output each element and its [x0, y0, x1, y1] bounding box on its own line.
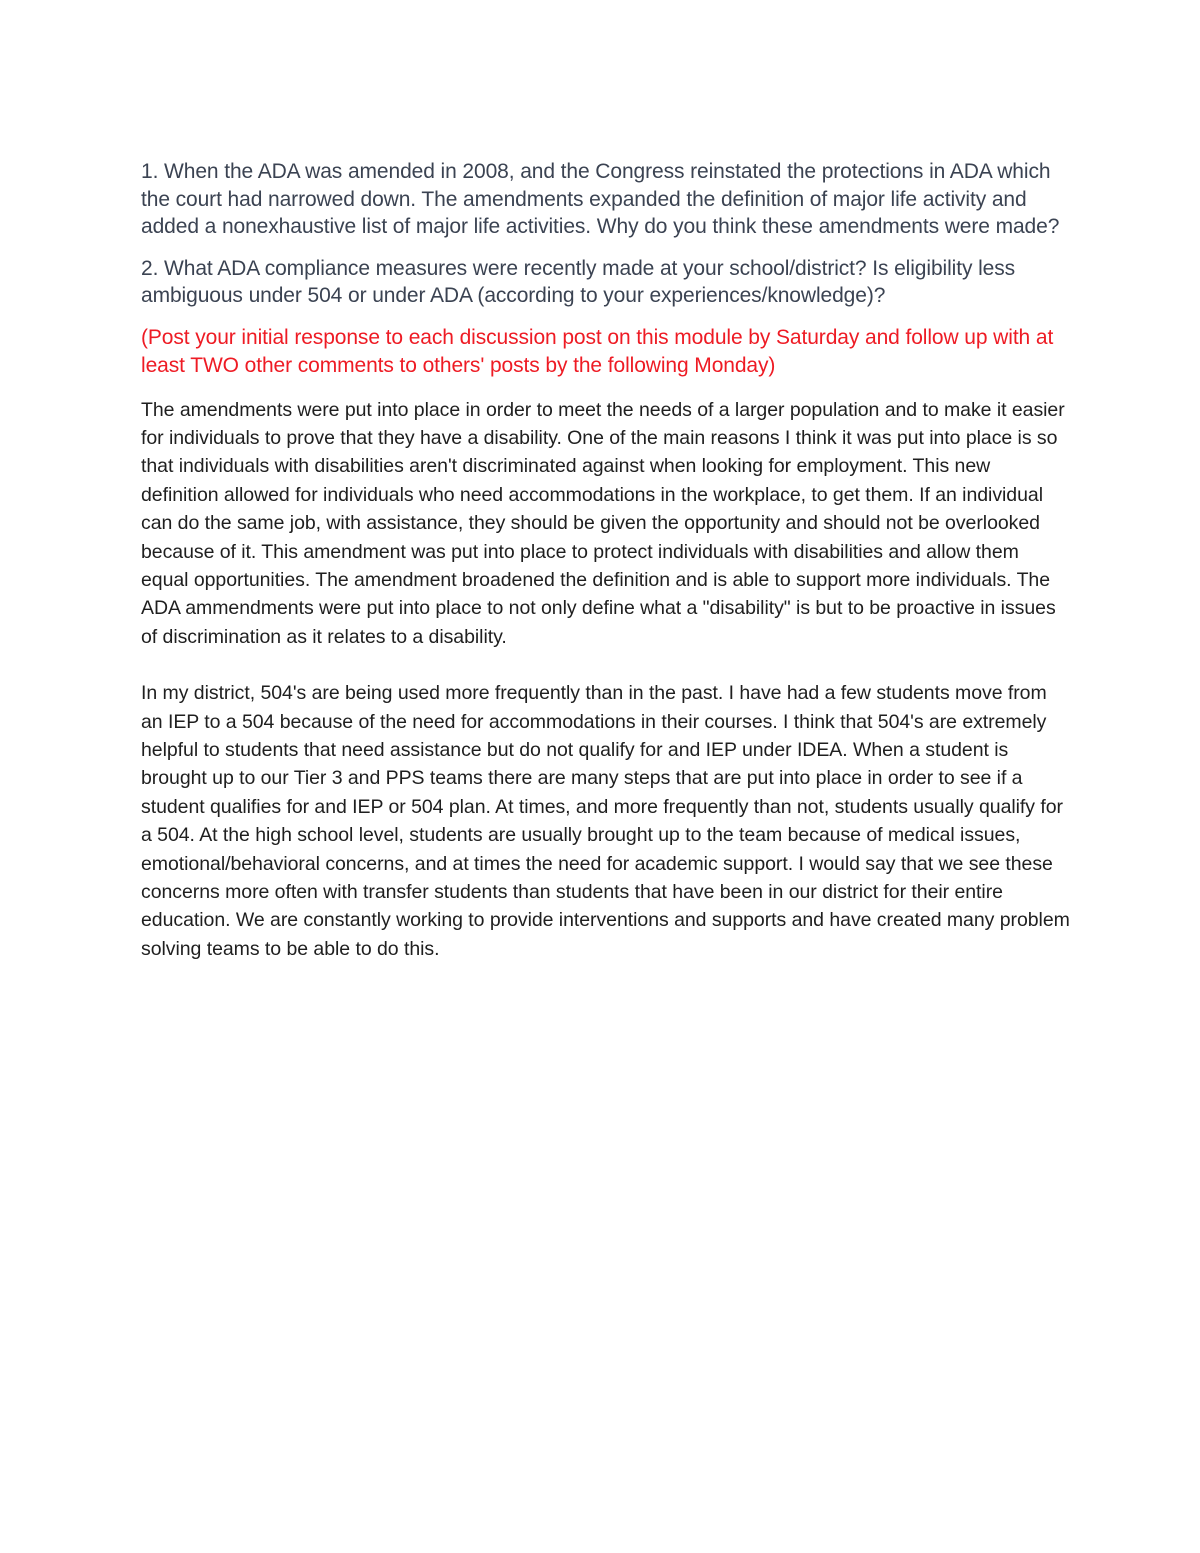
paragraph-spacer — [141, 651, 1071, 679]
posting-instructions: (Post your initial response to each discussion post on this module by Saturday and follow up with at least TWO other comments to others' posts by the following Monday) — [141, 325, 1054, 377]
answer-paragraph-1: The amendments were put into place in order to meet the needs of a larger population and to make it easier for individuals to prove that they have a disability. One of the main reasons I think it was put into place is so that individuals with disabilities aren't discriminated against when looking for employment. This new definition allowed for individuals who need accommodations in the workplace, to get them. If an individual can do the same job, with assistance, they should be given the opportunity and should not be overlooked because of it. This amendment was put into place to protect individuals with disabilities and allow them equal opportunities. The amendment broadened the definition and is able to support more individuals. The ADA ammendments were put into place to not only define what a "disability" is but to be proactive in issues of discrimination as it relates to a disability. — [141, 398, 1065, 648]
document-body — [141, 158, 1071, 963]
question-1: 1. When the ADA was amended in 2008, and the Congress reinstated the protections in ADA which the court had narrowed down. The amendments expanded the definition of major life activity and added a nonexhaustive list of major life activities. Why do you think these amendments were made? — [141, 160, 1060, 238]
answer-paragraph-2: In my district, 504's are being used more frequently than in the past. I have had a few students move from an IEP to a 504 because of the need for accommodations in their courses. I think that 504's are extremely helpful to students that need assistance but do not qualify for and IEP under IDEA. When a student is brought up to our Tier 3 and PPS teams there are many steps that are put into place in order to see if a student qualifies for and IEP or 504 plan. At times, and more frequently than not, students usually qualify for a 504. At the high school level, students are usually brought up to the team because of medical issues, emotional/behavioral concerns, and at times the need for academic support. I would say that we see these concerns more often with transfer students than students that have been in our district for their entire education. We are constantly working to provide interventions and supports and have created many problem solving teams to be able to do this. — [141, 682, 1070, 960]
question-2: 2. What ADA compliance measures were recently made at your school/district? Is eligibility less ambiguous under 504 or under ADA (according to your experiences/knowledge)? — [141, 256, 1016, 307]
